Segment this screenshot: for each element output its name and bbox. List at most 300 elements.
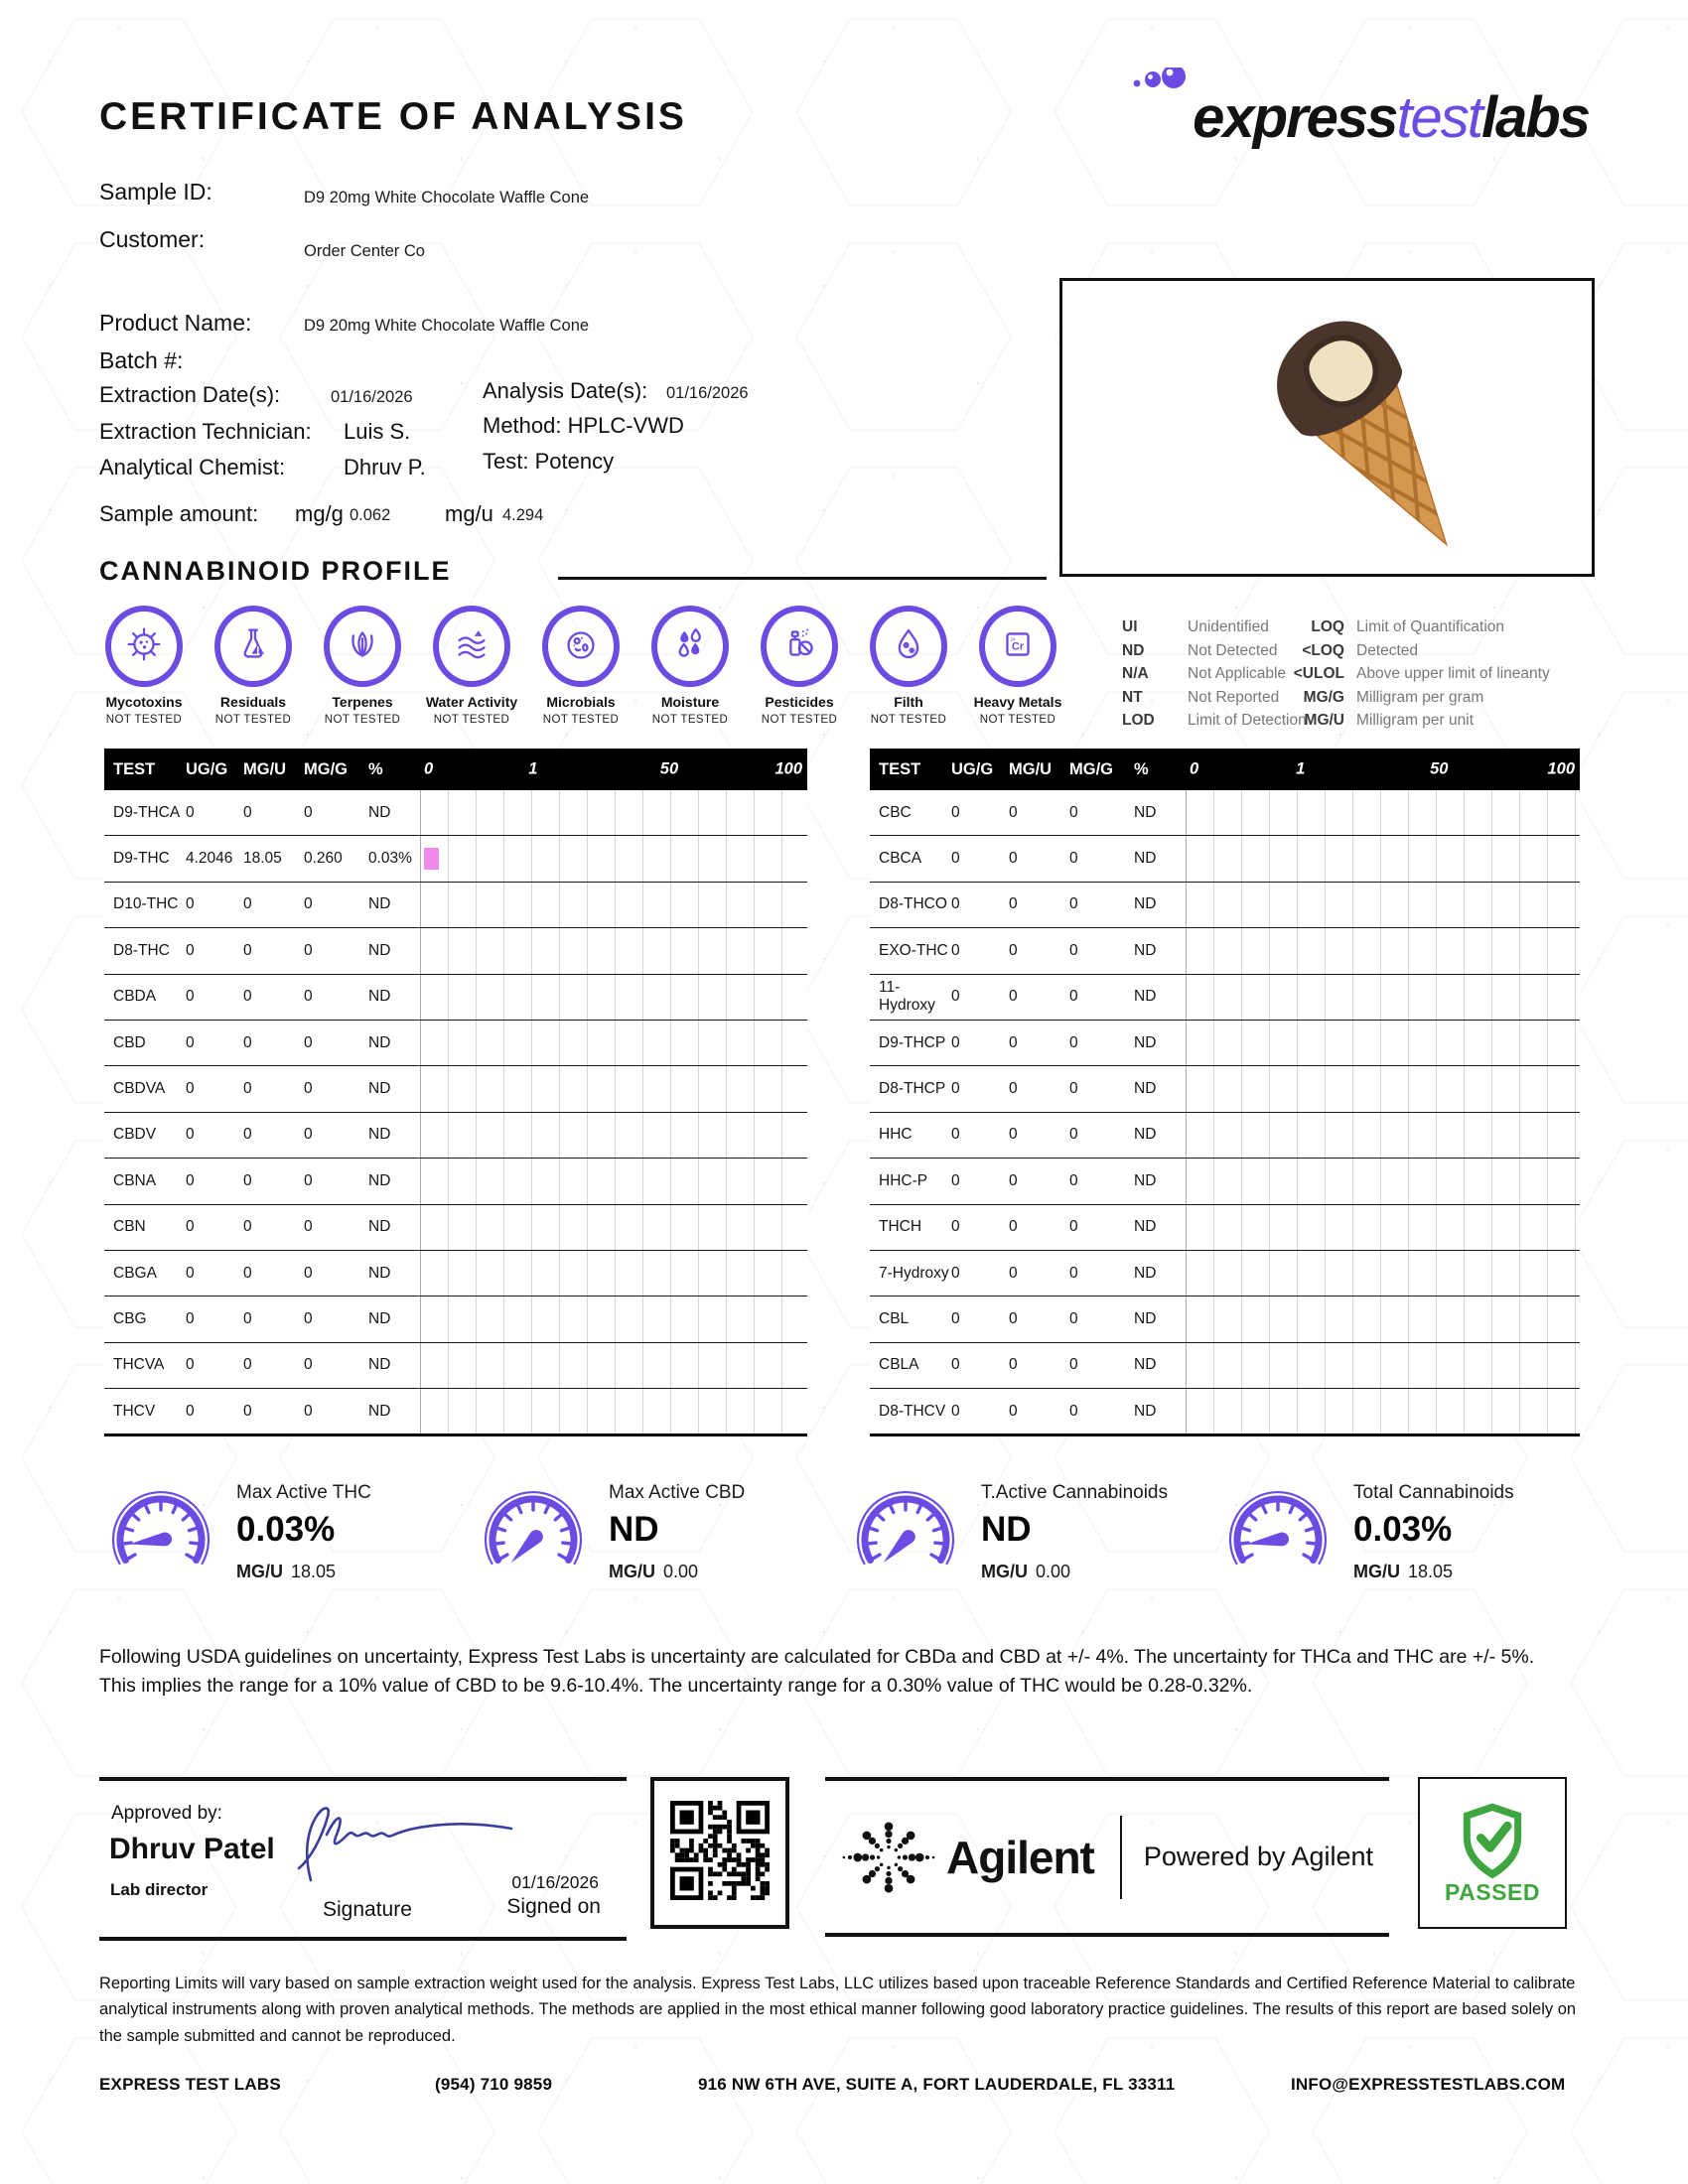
mgg-value: 0: [1069, 988, 1078, 1006]
ugg-value: 0: [951, 895, 960, 913]
gauge-title: Max Active CBD: [609, 1482, 746, 1503]
test-name: CBDA: [113, 988, 157, 1006]
mgu-value: 18.05: [243, 850, 282, 868]
table-row: [104, 1113, 807, 1159]
test-name: CBDVA: [113, 1080, 166, 1098]
test-name: CBG: [113, 1309, 147, 1327]
passed-badge: [1418, 1777, 1567, 1929]
ugg-value: 0: [951, 1264, 960, 1282]
percent-value: ND: [368, 1126, 391, 1144]
table-row: [104, 1066, 807, 1112]
percent-value: ND: [1134, 1033, 1157, 1051]
test-name: D8-THCV: [879, 1402, 946, 1420]
gauge-unit-label: MG/U: [609, 1562, 655, 1581]
test-name: D8-THCP: [879, 1080, 946, 1098]
mgu-value: 0: [243, 1218, 252, 1236]
gauge-unit-value: 0.00: [1036, 1562, 1071, 1581]
analysis-dates-value: 01/16/2026: [666, 384, 749, 402]
mgu-value: 0: [243, 1080, 252, 1098]
screen-ring: [542, 606, 620, 687]
svg-text:24: 24: [1010, 637, 1016, 643]
gauge-icon: [472, 1476, 595, 1605]
gauge-unit-value: 18.05: [291, 1562, 337, 1581]
ugg-value: 0: [951, 1309, 960, 1327]
test-name: CBCA: [879, 850, 922, 868]
table-row: [104, 975, 807, 1021]
col-mgg-header: MG/G: [304, 759, 348, 778]
test-screen: [528, 606, 633, 726]
signature-image: [273, 1787, 541, 1896]
mgu-value: 0: [243, 1126, 252, 1144]
mgu-value: 0: [243, 941, 252, 959]
bar-chart-cell: [1186, 928, 1580, 973]
percent-value: ND: [368, 803, 391, 821]
gauge-icon: [844, 1476, 967, 1605]
gauge-title: T.Active Cannabinoids: [981, 1482, 1168, 1503]
mgg-value: 0: [1069, 941, 1078, 959]
test-name: D10-THC: [113, 895, 179, 913]
bar-chart-cell: [420, 836, 807, 881]
gauge-title: Total Cannabinoids: [1353, 1482, 1514, 1503]
percent-value: ND: [368, 1309, 391, 1327]
summary-gauge: [472, 1476, 844, 1605]
test-screen: [747, 606, 852, 726]
summary-gauge: [99, 1476, 472, 1605]
legend-abbr: UI: [1122, 618, 1138, 635]
bar-chart-cell: [1186, 790, 1580, 835]
summary-gauge: [1216, 1476, 1589, 1605]
table-row: [870, 1389, 1580, 1433]
screen-name: Filth: [894, 694, 923, 710]
col-mgu-header: MG/U: [243, 759, 287, 778]
legend-desc: Above upper limit of lineanty: [1356, 665, 1550, 683]
col-mgu-header: MG/U: [1009, 759, 1053, 778]
percent-value: ND: [1134, 1309, 1157, 1327]
legend-abbr: MG/G: [1303, 688, 1344, 706]
ugg-value: 0: [951, 941, 960, 959]
mgu-value: 0: [1009, 803, 1018, 821]
mgg-value: 0: [304, 1356, 313, 1374]
analysis-dates-label: Analysis Date(s):: [483, 378, 648, 403]
legend-abbr: LOQ: [1311, 618, 1344, 635]
legend-row: [1273, 615, 1550, 639]
screen-name: Residuals: [219, 694, 287, 710]
moisture-icon: [667, 621, 713, 672]
logo-labs: labs: [1480, 85, 1589, 150]
customer-label: Customer:: [99, 226, 206, 252]
mgu-value: 0: [243, 1402, 252, 1420]
mgg-value: 0: [304, 988, 313, 1006]
legend-desc: Milligram per unit: [1356, 712, 1475, 730]
test-name: CBC: [879, 803, 912, 821]
mgg-value: 0: [304, 1126, 313, 1144]
mgg-value: 0: [1069, 1033, 1078, 1051]
signed-date: 01/16/2026: [511, 1872, 599, 1892]
test-name: THCH: [879, 1218, 922, 1236]
gauge-unit: [609, 1562, 745, 1582]
gauge-unit-label: MG/U: [236, 1562, 283, 1581]
screen-ring: [651, 606, 729, 687]
section-rule: [558, 577, 1047, 580]
gauge-unit-label: MG/U: [1353, 1562, 1400, 1581]
mgg-value: 0: [304, 1218, 313, 1236]
approval-box: [99, 1777, 627, 1941]
table-body: [870, 790, 1580, 1436]
screen-status: NOT TESTED: [324, 714, 401, 726]
summary-gauge: [844, 1476, 1216, 1605]
test-name: 11-Hydroxy: [879, 979, 935, 1015]
legend-abbr: N/A: [1122, 665, 1149, 683]
percent-value: ND: [368, 1356, 391, 1374]
screen-name: Heavy Metals: [973, 694, 1062, 710]
legend-abbr: LOD: [1122, 712, 1155, 730]
mgu-value: 0: [1009, 1264, 1018, 1282]
concentration-bar: [424, 848, 439, 870]
bar-chart-cell: [1186, 883, 1580, 927]
ugg-value: 4.2046: [186, 850, 233, 868]
test-name: CBDV: [113, 1126, 157, 1144]
gauge-icon: [99, 1476, 222, 1605]
screen-name: Microbials: [546, 694, 616, 710]
mgg-value: 0: [1069, 1309, 1078, 1327]
ugg-value: 0: [186, 1218, 195, 1236]
percent-value: ND: [1134, 803, 1157, 821]
page-title: CERTIFICATE OF ANALYSIS: [99, 95, 687, 138]
screen-ring: [433, 606, 510, 687]
test-screens-row: [91, 606, 1070, 726]
table-row: [104, 1205, 807, 1251]
residuals-icon: [230, 621, 276, 672]
mgu-value: 0: [1009, 895, 1018, 913]
screen-status: NOT TESTED: [979, 714, 1056, 726]
screen-status: NOT TESTED: [105, 714, 183, 726]
ugg-value: 0: [951, 1033, 960, 1051]
qr-code-box: [650, 1777, 789, 1929]
gauge-icon: [1216, 1476, 1339, 1605]
mgu-value: 0: [1009, 1126, 1018, 1144]
percent-value: ND: [368, 1080, 391, 1098]
gauge-value: 0.03%: [236, 1510, 336, 1549]
table-row: [104, 1021, 807, 1066]
gauge-unit-label: MG/U: [981, 1562, 1028, 1581]
table-row: [104, 1389, 807, 1433]
test-screen: [201, 606, 306, 726]
method-label: Method: HPLC-VWD: [483, 413, 684, 438]
uncertainty-note: Following USDA guidelines on uncertainty, Express Test Labs is uncertainty are calculated for CBDa and CBD at +/- 4%. The uncertainty for THCa and THC are +/- 5%. This implies the range for a 10% value of CBD to be 9.6-10.4%. The uncertainty range for a 0.30% value of THC would be 0.28-0.32%.: [99, 1646, 1535, 1698]
bar-chart-cell: [420, 1066, 807, 1111]
sample-amount-label: Sample amount:: [99, 501, 259, 526]
screen-status: NOT TESTED: [214, 714, 292, 726]
percent-value: ND: [368, 895, 391, 913]
ugg-value: 0: [186, 803, 195, 821]
percent-value: ND: [368, 1033, 391, 1051]
bar-chart-cell: [420, 975, 807, 1020]
mgg-value: 0: [304, 1402, 313, 1420]
sample-id-value: D9 20mg White Chocolate Waffle Cone: [304, 189, 590, 206]
ugg-value: 0: [186, 895, 195, 913]
screen-name: Terpenes: [332, 694, 393, 710]
agilent-starburst-icon: [837, 1806, 940, 1909]
bar-chart-cell: [1186, 1251, 1580, 1296]
table-row: [104, 1159, 807, 1204]
bar-chart-cell: [420, 790, 807, 835]
legend-abbr: <LOQ: [1302, 641, 1344, 659]
test-screen: [310, 606, 415, 726]
bar-chart-cell: [420, 1251, 807, 1296]
mgu-value: 0: [243, 1033, 252, 1051]
mycotoxins-icon: [121, 621, 167, 672]
percent-value: ND: [368, 941, 391, 959]
screen-name: Pesticides: [765, 694, 834, 710]
signature-label: Signature: [323, 1898, 412, 1921]
screen-ring: [761, 606, 838, 687]
col-ugg-header: UG/G: [951, 759, 994, 778]
cannabinoid-table-left: [104, 749, 807, 1436]
ugg-value: 0: [186, 1080, 195, 1098]
test-name: THCV: [113, 1402, 156, 1420]
mgg-value: 0: [1069, 803, 1078, 821]
axis-tick: 1: [1296, 759, 1306, 778]
test-name: CBN: [113, 1218, 146, 1236]
ugg-value: 0: [186, 1033, 195, 1051]
ugg-value: 0: [951, 1171, 960, 1189]
axis-scale: [420, 749, 807, 790]
gauge-unit: [236, 1562, 371, 1582]
bar-chart-cell: [1186, 1159, 1580, 1203]
percent-value: ND: [1134, 1264, 1157, 1282]
screen-name: Mycotoxins: [105, 694, 183, 710]
mgu-value: 0: [1009, 988, 1018, 1006]
table-row: [870, 1297, 1580, 1342]
col-test-header: TEST: [113, 759, 156, 778]
percent-value: ND: [368, 1171, 391, 1189]
product-photo-waffle-cone: [1062, 281, 1586, 568]
sample-id-label: Sample ID:: [99, 179, 212, 205]
screen-status: NOT TESTED: [761, 714, 838, 726]
legend-desc: Not Detected: [1188, 641, 1278, 659]
table-row: [870, 1021, 1580, 1066]
bar-chart-cell: [1186, 1297, 1580, 1341]
mgg-value: 0: [304, 1264, 313, 1282]
mgu-value: 4.294: [502, 506, 544, 524]
bar-chart-cell: [1186, 1205, 1580, 1250]
mgu-value: 0: [243, 895, 252, 913]
extraction-dates-value: 01/16/2026: [331, 388, 413, 406]
mgu-value: 0: [1009, 1356, 1018, 1374]
agilent-name: Agilent: [946, 1831, 1094, 1883]
mgg-value: 0: [1069, 895, 1078, 913]
percent-value: ND: [1134, 941, 1157, 959]
extraction-technician-value: Luis S.: [344, 419, 411, 444]
gauge-value: 0.03%: [1353, 1510, 1453, 1549]
ugg-value: 0: [186, 1126, 195, 1144]
legend-desc: Unidentified: [1188, 618, 1269, 635]
legend-abbr: MG/U: [1304, 712, 1344, 730]
bar-chart-cell: [1186, 1343, 1580, 1388]
mgg-value: 0: [1069, 1218, 1078, 1236]
product-name-value: D9 20mg White Chocolate Waffle Cone: [304, 317, 590, 335]
test-name: CBLA: [879, 1356, 919, 1374]
mgu-value: 0: [1009, 1080, 1018, 1098]
bar-chart-cell: [420, 1159, 807, 1203]
screen-status: NOT TESTED: [542, 714, 620, 726]
percent-value: ND: [1134, 1171, 1157, 1189]
ugg-value: 0: [186, 1402, 195, 1420]
test-name: D8-THC: [113, 941, 170, 959]
mgu-value: 0: [1009, 1033, 1018, 1051]
test-name: THCVA: [113, 1356, 165, 1374]
percent-value: ND: [368, 1402, 391, 1420]
percent-value: ND: [368, 988, 391, 1006]
ugg-value: 0: [186, 1356, 195, 1374]
mgu-label: mg/u: [445, 501, 493, 526]
table-row: [104, 790, 807, 836]
screen-name: Water Activity: [425, 694, 518, 710]
bar-chart-cell: [420, 928, 807, 973]
bar-chart-cell: [420, 1343, 807, 1388]
legend-row: [1273, 639, 1550, 663]
ugg-value: 0: [186, 941, 195, 959]
passed-label: PASSED: [1445, 1879, 1540, 1905]
ugg-value: 0: [951, 1080, 960, 1098]
mgg-value: 0: [304, 1171, 313, 1189]
mgg-value: 0: [1069, 1171, 1078, 1189]
legend-abbr: <ULOL: [1293, 665, 1344, 683]
logo-test: test: [1396, 85, 1481, 150]
mgg-value: 0: [1069, 1126, 1078, 1144]
water-activity-icon: [449, 621, 494, 672]
customer-value: Order Center Co: [304, 242, 425, 260]
screen-ring: [870, 606, 947, 687]
table-row: [870, 928, 1580, 974]
heavy-metals-icon: [995, 621, 1041, 672]
approver-name: Dhruv Patel: [109, 1833, 275, 1865]
approved-by-label: Approved by:: [111, 1803, 222, 1824]
mgg-value: 0: [1069, 1080, 1078, 1098]
col-test-header: TEST: [879, 759, 921, 778]
percent-value: ND: [1134, 1356, 1157, 1374]
percent-value: ND: [1134, 1080, 1157, 1098]
gauge-unit: [981, 1562, 1168, 1582]
screen-ring: [979, 606, 1056, 687]
legend-abbr: NT: [1122, 688, 1143, 706]
logo-bubbles-icon: [1129, 68, 1191, 109]
axis-tick: 50: [659, 759, 679, 778]
table-row: [870, 790, 1580, 836]
axis-tick: 50: [1430, 759, 1449, 778]
test-name: D8-THCO: [879, 895, 947, 913]
batch-label: Batch #:: [99, 347, 184, 373]
test-name: HHC-P: [879, 1171, 928, 1189]
ugg-value: 0: [951, 1356, 960, 1374]
axis-tick: 1: [528, 759, 538, 778]
table-row: [870, 883, 1580, 928]
screen-status: NOT TESTED: [433, 714, 510, 726]
mgg-value: 0: [304, 941, 313, 959]
table-row: [870, 1066, 1580, 1112]
gauge-title: Max Active THC: [236, 1482, 371, 1503]
col-ugg-header: UG/G: [186, 759, 228, 778]
table-row: [104, 1297, 807, 1342]
table-row: [104, 883, 807, 928]
bar-chart-cell: [1186, 1066, 1580, 1111]
percent-value: ND: [1134, 1218, 1157, 1236]
mgu-value: 0: [1009, 1171, 1018, 1189]
col-pct-header: %: [1134, 759, 1149, 778]
legend-abbr: ND: [1122, 641, 1145, 659]
legend-desc: Milligram per gram: [1356, 688, 1484, 706]
legend-desc: Not Applicable: [1188, 665, 1287, 683]
legend-desc: Limit of Quantification: [1356, 618, 1505, 635]
bar-chart-cell: [1186, 975, 1580, 1020]
legend-row: [1273, 709, 1550, 733]
gauge-unit-value: 0.00: [663, 1562, 699, 1581]
gauge-unit-value: 18.05: [1408, 1562, 1454, 1581]
reporting-limits-note: Reporting Limits will vary based on sample extraction weight used for the analysis. Express Test Labs, LLC utilizes based upon traceable Reference Standards and Certified Reference Material to calibrate analytical instruments along with proven analytical methods. The methods are applied in the most ethical manner following good laboratory practice guidelines. The results of this report are based solely on the sample submitted and cannot be reproduced.: [99, 1975, 1577, 2045]
mgg-value: 0: [1069, 850, 1078, 868]
table-row: [870, 836, 1580, 882]
shield-check-icon: [1454, 1800, 1531, 1883]
table-header: [870, 749, 1580, 790]
mgu-value: 0: [243, 1309, 252, 1327]
legend-row: [1273, 662, 1550, 686]
screen-status: NOT TESTED: [870, 714, 947, 726]
ugg-value: 0: [951, 1402, 960, 1420]
screen-ring: [324, 606, 401, 687]
legend-row: [1273, 686, 1550, 710]
percent-value: ND: [1134, 988, 1157, 1006]
ugg-value: 0: [951, 1126, 960, 1144]
brand-logo: [0, 68, 1589, 151]
mgg-value: 0: [1069, 1264, 1078, 1282]
table-row: [870, 975, 1580, 1021]
screen-ring: [214, 606, 292, 687]
microbials-icon: [558, 621, 604, 672]
col-pct-header: %: [368, 759, 383, 778]
bar-chart-cell: [420, 1205, 807, 1250]
legend-desc: Detected: [1356, 641, 1419, 659]
table-row: [104, 836, 807, 882]
footer-email: INFO@EXPRESSTESTLABS.COM: [1291, 2075, 1566, 2094]
gauge-unit: [1353, 1562, 1514, 1582]
ugg-value: 0: [186, 1264, 195, 1282]
mgu-value: 0: [1009, 1402, 1018, 1420]
test-screen: [91, 606, 197, 726]
axis-tick: 0: [424, 759, 434, 778]
product-photo-frame: [1059, 278, 1595, 577]
test-label: Test: Potency: [483, 449, 615, 474]
bar-chart-cell: [420, 883, 807, 927]
agilent-box: [825, 1777, 1389, 1937]
test-name: 7-Hydroxy: [879, 1264, 949, 1282]
screen-name: Moisture: [660, 694, 720, 710]
axis-tick: 100: [1547, 759, 1575, 778]
test-name: CBL: [879, 1309, 910, 1327]
ugg-value: 0: [186, 1309, 195, 1327]
table-header: [104, 749, 807, 790]
product-name-label: Product Name:: [99, 310, 252, 336]
percent-value: 0.03%: [368, 850, 412, 868]
svg-text:Cr: Cr: [1011, 640, 1025, 653]
test-name: D9-THCA: [113, 803, 181, 821]
mgg-value: 0: [304, 1309, 313, 1327]
legend-desc: Not Reported: [1188, 688, 1280, 706]
percent-value: ND: [368, 1218, 391, 1236]
ugg-value: 0: [951, 988, 960, 1006]
extraction-technician-label: Extraction Technician:: [99, 419, 312, 444]
mgg-value: 0: [1069, 1402, 1078, 1420]
bar-chart-cell: [1186, 1021, 1580, 1065]
